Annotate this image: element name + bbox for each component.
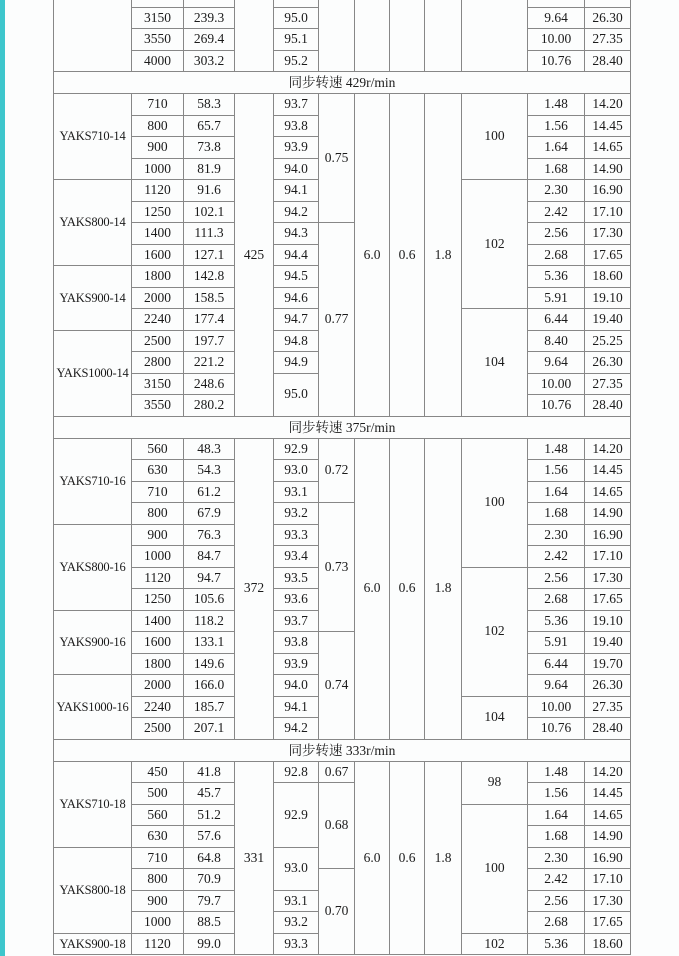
- value-cell: 6.44: [528, 653, 585, 675]
- value-cell: 17.65: [585, 244, 631, 266]
- value-cell: 2.56: [528, 223, 585, 245]
- value-cell: 19.10: [585, 287, 631, 309]
- value-cell: 166.0: [184, 675, 235, 697]
- value-cell: 94.0: [274, 675, 319, 697]
- value-cell: 1120: [132, 933, 184, 955]
- value-cell: 142.8: [184, 266, 235, 288]
- model-cell: YAKS710-16: [54, 438, 132, 524]
- value-cell: 45.7: [184, 783, 235, 805]
- value-cell: 1250: [132, 201, 184, 223]
- value-cell: 105.6: [184, 589, 235, 611]
- value-cell: 18.60: [585, 933, 631, 955]
- value-cell: 94.0: [274, 158, 319, 180]
- value-cell: 0.73: [319, 503, 355, 632]
- value-cell: 4000: [132, 50, 184, 72]
- value-cell: 1400: [132, 610, 184, 632]
- value-cell: 14.20: [585, 438, 631, 460]
- value-cell: 9.64: [528, 675, 585, 697]
- model-cell: YAKS800-18: [54, 847, 132, 933]
- section-header: 同步转速 429r/min: [54, 72, 631, 94]
- model-cell: YAKS1000-16: [54, 675, 132, 740]
- value-cell: 10.76: [528, 50, 585, 72]
- value-cell: 2.30: [528, 847, 585, 869]
- model-cell: YAKS710-14: [54, 94, 132, 180]
- value-cell: 104: [462, 309, 528, 417]
- value-cell: 17.10: [585, 546, 631, 568]
- value-cell: 9.64: [528, 7, 585, 29]
- value-cell: 2.68: [528, 589, 585, 611]
- value-cell: 197.7: [184, 330, 235, 352]
- value-cell: 73.8: [184, 137, 235, 159]
- value-cell: 81.9: [184, 158, 235, 180]
- value-cell: 8.40: [528, 330, 585, 352]
- value-cell: 1400: [132, 223, 184, 245]
- value-cell: 94.3: [274, 223, 319, 245]
- spec-table-body: [54, 0, 631, 955]
- value-cell: [425, 0, 462, 72]
- value-cell: 6.0: [355, 438, 390, 739]
- value-cell: 450: [132, 761, 184, 783]
- value-cell: 10.00: [528, 373, 585, 395]
- value-cell: 2000: [132, 675, 184, 697]
- value-cell: 14.90: [585, 158, 631, 180]
- value-cell: 1.68: [528, 826, 585, 848]
- value-cell: 560: [132, 804, 184, 826]
- value-cell: 2500: [132, 330, 184, 352]
- value-cell: 93.8: [274, 115, 319, 137]
- value-cell: 102: [462, 180, 528, 309]
- value-cell: 94.1: [274, 180, 319, 202]
- value-cell: 0.74: [319, 632, 355, 740]
- value-cell: 1.56: [528, 783, 585, 805]
- value-cell: 10.76: [528, 718, 585, 740]
- value-cell: 95.0: [274, 373, 319, 416]
- value-cell: 94.1: [274, 696, 319, 718]
- value-cell: 3150: [132, 373, 184, 395]
- value-cell: 800: [132, 869, 184, 891]
- motor-spec-table: [53, 0, 631, 955]
- value-cell: 14.45: [585, 460, 631, 482]
- value-cell: 372: [235, 438, 274, 739]
- value-cell: 149.6: [184, 653, 235, 675]
- value-cell: 239.3: [184, 7, 235, 29]
- value-cell: 560: [132, 438, 184, 460]
- value-cell: 93.1: [274, 481, 319, 503]
- value-cell: 26.30: [585, 352, 631, 374]
- value-cell: 800: [132, 115, 184, 137]
- section-header: 同步转速 333r/min: [54, 739, 631, 761]
- value-cell: 95.2: [274, 50, 319, 72]
- value-cell: 1.64: [528, 137, 585, 159]
- value-cell: 10.76: [528, 395, 585, 417]
- value-cell: 9.64: [528, 352, 585, 374]
- value-cell: 17.65: [585, 589, 631, 611]
- value-cell: 94.2: [274, 201, 319, 223]
- value-cell: 1800: [132, 653, 184, 675]
- value-cell: 3550: [132, 395, 184, 417]
- value-cell: 99.0: [184, 933, 235, 955]
- value-cell: 16.90: [585, 180, 631, 202]
- value-cell: 5.36: [528, 610, 585, 632]
- value-cell: [462, 0, 528, 72]
- value-cell: 93.4: [274, 546, 319, 568]
- value-cell: 14.65: [585, 137, 631, 159]
- value-cell: 0.6: [390, 94, 425, 417]
- value-cell: 51.2: [184, 804, 235, 826]
- value-cell: 2.42: [528, 201, 585, 223]
- value-cell: 88.5: [184, 912, 235, 934]
- value-cell: 92.9: [274, 438, 319, 460]
- value-cell: 93.7: [274, 610, 319, 632]
- value-cell: 1.48: [528, 438, 585, 460]
- value-cell: 280.2: [184, 395, 235, 417]
- value-cell: 57.6: [184, 826, 235, 848]
- value-cell: 1.64: [528, 804, 585, 826]
- value-cell: 2.30: [528, 524, 585, 546]
- value-cell: 28.40: [585, 718, 631, 740]
- value-cell: 94.4: [274, 244, 319, 266]
- value-cell: 100: [462, 94, 528, 180]
- value-cell: 18.60: [585, 266, 631, 288]
- value-cell: 1000: [132, 158, 184, 180]
- value-cell: 67.9: [184, 503, 235, 525]
- value-cell: [528, 0, 585, 7]
- table-scroll-area: [53, 0, 633, 956]
- value-cell: 76.3: [184, 524, 235, 546]
- value-cell: 1250: [132, 589, 184, 611]
- value-cell: 10.00: [528, 29, 585, 51]
- value-cell: 19.70: [585, 653, 631, 675]
- value-cell: 14.45: [585, 783, 631, 805]
- value-cell: 5.36: [528, 266, 585, 288]
- value-cell: [132, 0, 184, 7]
- value-cell: 710: [132, 481, 184, 503]
- value-cell: 93.5: [274, 567, 319, 589]
- value-cell: 64.8: [184, 847, 235, 869]
- value-cell: 1.8: [425, 94, 462, 417]
- value-cell: 900: [132, 137, 184, 159]
- value-cell: 102: [462, 933, 528, 955]
- value-cell: 93.7: [274, 94, 319, 116]
- value-cell: 221.2: [184, 352, 235, 374]
- value-cell: 207.1: [184, 718, 235, 740]
- value-cell: [390, 0, 425, 72]
- value-cell: 92.8: [274, 761, 319, 783]
- value-cell: 0.68: [319, 783, 355, 869]
- value-cell: 800: [132, 503, 184, 525]
- value-cell: 100: [462, 438, 528, 567]
- value-cell: 0.72: [319, 438, 355, 503]
- value-cell: 92.9: [274, 783, 319, 848]
- value-cell: 17.30: [585, 567, 631, 589]
- value-cell: 93.9: [274, 137, 319, 159]
- value-cell: 0.6: [390, 761, 425, 955]
- value-cell: 94.7: [184, 567, 235, 589]
- value-cell: 93.2: [274, 503, 319, 525]
- value-cell: 630: [132, 826, 184, 848]
- value-cell: 500: [132, 783, 184, 805]
- value-cell: 1.8: [425, 438, 462, 739]
- model-cell: YAKS710-18: [54, 761, 132, 847]
- value-cell: 1.56: [528, 115, 585, 137]
- value-cell: 710: [132, 847, 184, 869]
- value-cell: 14.65: [585, 481, 631, 503]
- value-cell: 6.0: [355, 94, 390, 417]
- value-cell: 2500: [132, 718, 184, 740]
- value-cell: 94.8: [274, 330, 319, 352]
- value-cell: 17.10: [585, 869, 631, 891]
- value-cell: 0.77: [319, 223, 355, 417]
- value-cell: 91.6: [184, 180, 235, 202]
- value-cell: 6.44: [528, 309, 585, 331]
- value-cell: 58.3: [184, 94, 235, 116]
- value-cell: 93.1: [274, 890, 319, 912]
- value-cell: 1.8: [425, 761, 462, 955]
- value-cell: 177.4: [184, 309, 235, 331]
- value-cell: 6.0: [355, 761, 390, 955]
- value-cell: 93.6: [274, 589, 319, 611]
- value-cell: 2.56: [528, 890, 585, 912]
- value-cell: 1800: [132, 266, 184, 288]
- model-cell: YAKS800-16: [54, 524, 132, 610]
- value-cell: 133.1: [184, 632, 235, 654]
- value-cell: 17.30: [585, 890, 631, 912]
- value-cell: 2240: [132, 309, 184, 331]
- value-cell: 93.3: [274, 933, 319, 955]
- value-cell: 269.4: [184, 29, 235, 51]
- model-cell: YAKS900-14: [54, 266, 132, 331]
- value-cell: 16.90: [585, 847, 631, 869]
- value-cell: [355, 0, 390, 72]
- value-cell: 0.70: [319, 869, 355, 955]
- value-cell: 1000: [132, 912, 184, 934]
- value-cell: 14.20: [585, 761, 631, 783]
- value-cell: 79.7: [184, 890, 235, 912]
- value-cell: 2.30: [528, 180, 585, 202]
- empty-model-cell: [54, 0, 132, 72]
- value-cell: 2000: [132, 287, 184, 309]
- value-cell: 14.45: [585, 115, 631, 137]
- value-cell: 630: [132, 460, 184, 482]
- value-cell: 10.00: [528, 696, 585, 718]
- value-cell: 14.90: [585, 503, 631, 525]
- value-cell: 16.90: [585, 524, 631, 546]
- value-cell: 2.56: [528, 567, 585, 589]
- value-cell: [274, 0, 319, 7]
- value-cell: [585, 0, 631, 7]
- value-cell: 48.3: [184, 438, 235, 460]
- value-cell: 3150: [132, 7, 184, 29]
- value-cell: 1.48: [528, 94, 585, 116]
- value-cell: 2240: [132, 696, 184, 718]
- value-cell: 118.2: [184, 610, 235, 632]
- value-cell: 94.7: [274, 309, 319, 331]
- value-cell: 70.9: [184, 869, 235, 891]
- value-cell: 1600: [132, 244, 184, 266]
- value-cell: 54.3: [184, 460, 235, 482]
- value-cell: 104: [462, 696, 528, 739]
- value-cell: 1600: [132, 632, 184, 654]
- value-cell: 248.6: [184, 373, 235, 395]
- value-cell: 94.2: [274, 718, 319, 740]
- value-cell: 0.67: [319, 761, 355, 783]
- value-cell: 93.9: [274, 653, 319, 675]
- value-cell: 41.8: [184, 761, 235, 783]
- value-cell: 1000: [132, 546, 184, 568]
- value-cell: 2.68: [528, 244, 585, 266]
- value-cell: 19.40: [585, 632, 631, 654]
- value-cell: 93.0: [274, 460, 319, 482]
- value-cell: 19.10: [585, 610, 631, 632]
- value-cell: 1120: [132, 180, 184, 202]
- value-cell: 14.65: [585, 804, 631, 826]
- value-cell: 331: [235, 761, 274, 955]
- model-cell: YAKS900-16: [54, 610, 132, 675]
- value-cell: 158.5: [184, 287, 235, 309]
- value-cell: 27.35: [585, 373, 631, 395]
- value-cell: 94.9: [274, 352, 319, 374]
- value-cell: 14.20: [585, 94, 631, 116]
- value-cell: 102.1: [184, 201, 235, 223]
- value-cell: 1120: [132, 567, 184, 589]
- value-cell: 425: [235, 94, 274, 417]
- value-cell: 2.68: [528, 912, 585, 934]
- value-cell: 25.25: [585, 330, 631, 352]
- value-cell: 95.0: [274, 7, 319, 29]
- value-cell: 1.48: [528, 761, 585, 783]
- value-cell: 100: [462, 804, 528, 933]
- value-cell: 27.35: [585, 696, 631, 718]
- model-cell: YAKS900-18: [54, 933, 132, 955]
- value-cell: 303.2: [184, 50, 235, 72]
- value-cell: 28.40: [585, 50, 631, 72]
- value-cell: 84.7: [184, 546, 235, 568]
- value-cell: 185.7: [184, 696, 235, 718]
- value-cell: 61.2: [184, 481, 235, 503]
- value-cell: 127.1: [184, 244, 235, 266]
- value-cell: [184, 0, 235, 7]
- value-cell: 94.5: [274, 266, 319, 288]
- value-cell: 98: [462, 761, 528, 804]
- value-cell: 111.3: [184, 223, 235, 245]
- value-cell: 14.90: [585, 826, 631, 848]
- value-cell: 94.6: [274, 287, 319, 309]
- value-cell: 93.2: [274, 912, 319, 934]
- value-cell: 1.68: [528, 158, 585, 180]
- value-cell: 2800: [132, 352, 184, 374]
- value-cell: 19.40: [585, 309, 631, 331]
- value-cell: 26.30: [585, 7, 631, 29]
- value-cell: 26.30: [585, 675, 631, 697]
- value-cell: 5.91: [528, 632, 585, 654]
- value-cell: 17.65: [585, 912, 631, 934]
- value-cell: 710: [132, 94, 184, 116]
- value-cell: 900: [132, 890, 184, 912]
- section-header: 同步转速 375r/min: [54, 416, 631, 438]
- value-cell: 93.3: [274, 524, 319, 546]
- value-cell: 5.36: [528, 933, 585, 955]
- value-cell: 1.64: [528, 481, 585, 503]
- value-cell: 93.0: [274, 847, 319, 890]
- model-cell: YAKS1000-14: [54, 330, 132, 416]
- value-cell: 95.1: [274, 29, 319, 51]
- value-cell: 17.10: [585, 201, 631, 223]
- value-cell: 900: [132, 524, 184, 546]
- value-cell: 0.75: [319, 94, 355, 223]
- value-cell: 17.30: [585, 223, 631, 245]
- value-cell: 28.40: [585, 395, 631, 417]
- value-cell: 2.42: [528, 546, 585, 568]
- model-cell: YAKS800-14: [54, 180, 132, 266]
- value-cell: 65.7: [184, 115, 235, 137]
- value-cell: 1.68: [528, 503, 585, 525]
- value-cell: 0.6: [390, 438, 425, 739]
- value-cell: 93.8: [274, 632, 319, 654]
- value-cell: 2.42: [528, 869, 585, 891]
- value-cell: 102: [462, 567, 528, 696]
- value-cell: [235, 0, 274, 72]
- left-accent-stripe: [0, 0, 5, 956]
- value-cell: 27.35: [585, 29, 631, 51]
- value-cell: 5.91: [528, 287, 585, 309]
- value-cell: 1.56: [528, 460, 585, 482]
- value-cell: [319, 0, 355, 72]
- value-cell: 3550: [132, 29, 184, 51]
